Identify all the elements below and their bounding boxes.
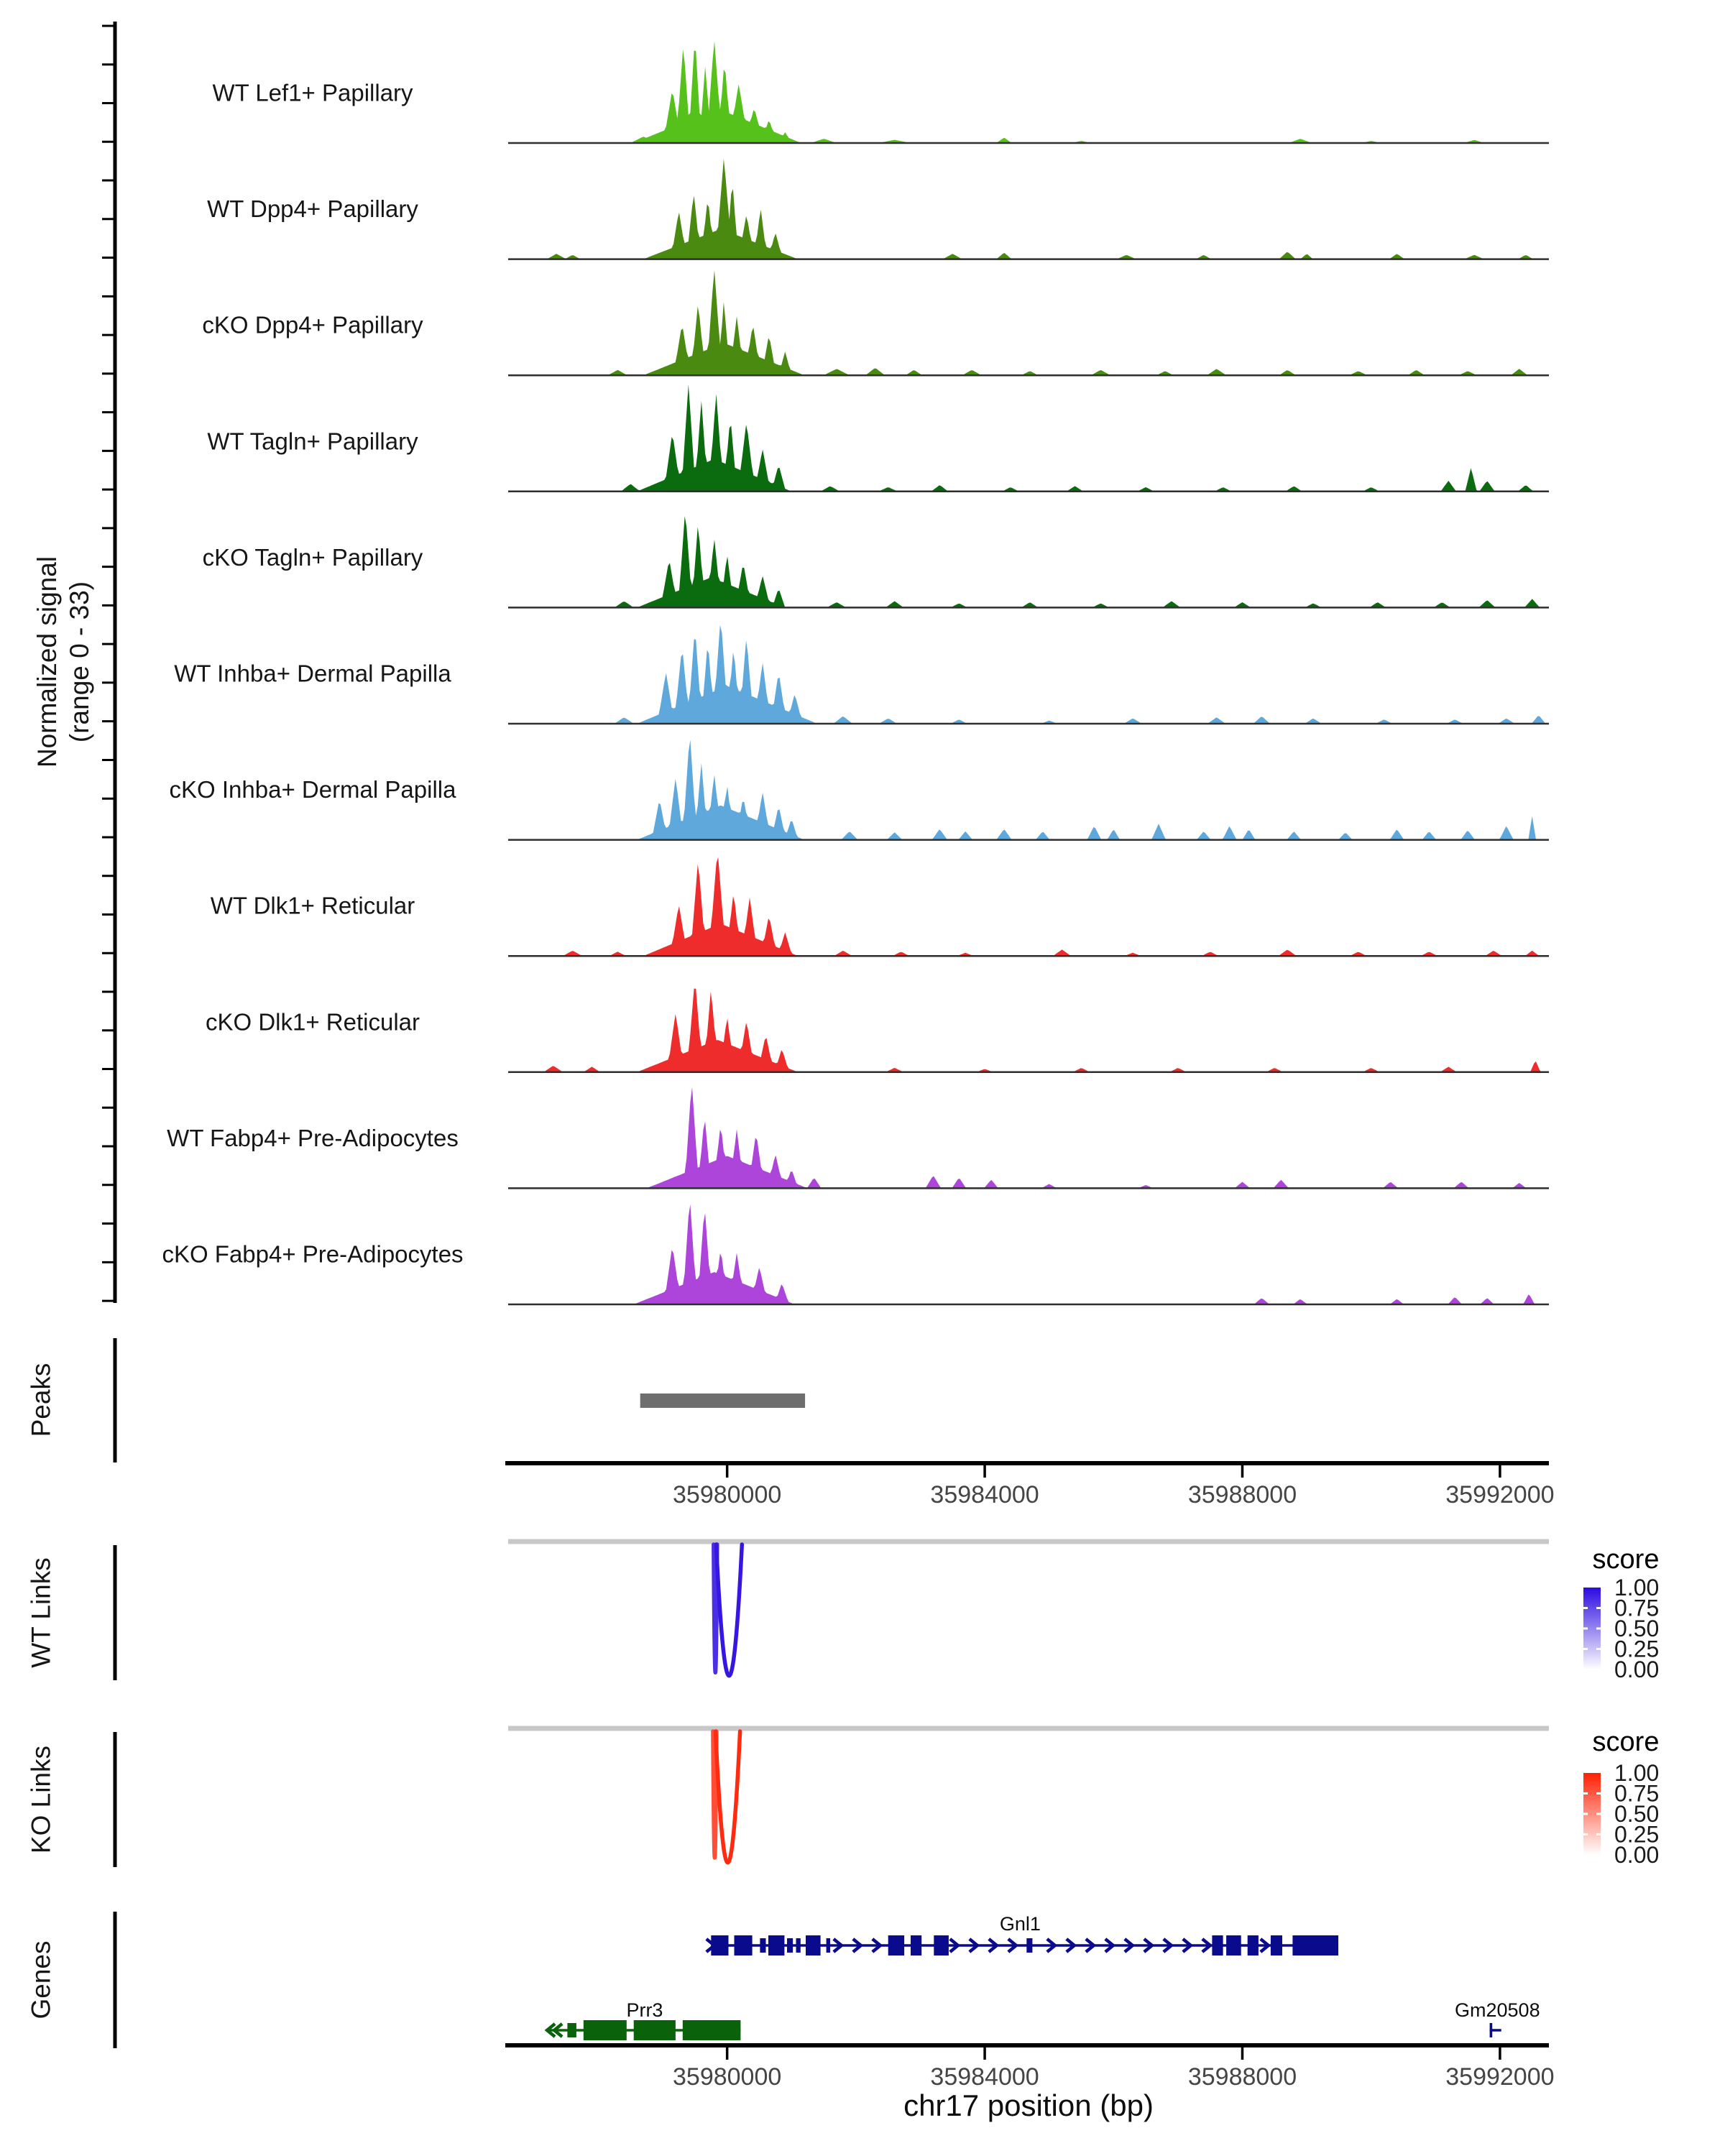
gene-exon — [934, 1935, 949, 1955]
x-axis-top-tick-label: 35988000 — [1187, 1481, 1297, 1508]
gene-exon — [911, 1935, 921, 1955]
gene-exon — [1271, 1935, 1282, 1955]
gene-exon — [1490, 2023, 1493, 2037]
gene-label: Gm20508 — [1455, 1999, 1540, 2021]
gene-exon — [711, 1935, 728, 1955]
track-label: WT Inhba+ Dermal Papilla — [174, 660, 451, 687]
section-label-wt-links: WT Links — [26, 1557, 56, 1668]
track-label: cKO Inhba+ Dermal Papilla — [169, 776, 456, 803]
legend-title: score — [1592, 1544, 1660, 1575]
legend-tick-label: 0.00 — [1614, 1842, 1660, 1868]
x-axis-top-tick-label: 35980000 — [673, 1481, 782, 1508]
gene-exon — [567, 2023, 576, 2037]
legend-tick-label: 0.25 — [1614, 1821, 1660, 1848]
x-axis-title: chr17 position (bp) — [903, 2088, 1154, 2122]
legend-tick-label: 0.75 — [1614, 1780, 1660, 1807]
track-label: WT Dlk1+ Reticular — [210, 892, 415, 919]
gene-label: Gnl1 — [999, 1913, 1041, 1935]
gene-exon — [735, 1935, 753, 1955]
link-arc — [716, 1731, 740, 1863]
section-label-peaks: Peaks — [26, 1363, 56, 1437]
y-axis-label-line1: Normalized signal — [32, 556, 62, 768]
gene-exon — [1248, 1935, 1259, 1955]
coverage-area — [508, 159, 1549, 259]
coverage-area — [508, 384, 1549, 492]
legend-tick-label: 0.00 — [1614, 1657, 1660, 1682]
gene-exon — [760, 1938, 765, 1953]
gene-exon — [806, 1935, 821, 1955]
coverage-area — [508, 270, 1549, 375]
peak-interval-bar — [640, 1393, 805, 1408]
link-arc — [716, 1544, 742, 1676]
track-label: cKO Fabp4+ Pre-Adipocytes — [162, 1240, 464, 1268]
legend-tick-label: 0.75 — [1614, 1595, 1660, 1621]
coverage-area — [508, 1204, 1549, 1304]
track-label: WT Dpp4+ Papillary — [207, 195, 418, 223]
gene-exon — [796, 1938, 801, 1953]
x-axis-bottom-tick-label: 35980000 — [673, 2063, 782, 2091]
legend-title: score — [1592, 1727, 1660, 1757]
gene-exon — [1026, 1938, 1032, 1953]
x-axis-top-tick-label: 35984000 — [930, 1481, 1039, 1508]
coverage-area — [508, 740, 1549, 840]
legend-tick-label: 1.00 — [1614, 1760, 1660, 1786]
gene-exon — [1226, 1935, 1241, 1955]
coverage-area — [508, 41, 1549, 143]
gene-exon — [768, 1935, 784, 1955]
track-label: WT Fabp4+ Pre-Adipocytes — [167, 1124, 459, 1151]
gene-exon — [787, 1938, 793, 1953]
coverage-area — [508, 625, 1549, 724]
gene-exon — [827, 1938, 830, 1953]
coverage-area — [508, 857, 1549, 957]
x-axis-bottom-tick-label: 35984000 — [930, 2063, 1039, 2091]
gene-label: Prr3 — [626, 1999, 663, 2021]
coverage-area — [508, 989, 1549, 1072]
legend-tick-label: 0.25 — [1614, 1636, 1660, 1662]
track-label: cKO Dpp4+ Papillary — [202, 311, 423, 338]
gene-exon — [1292, 1935, 1338, 1955]
x-axis-bottom-tick-label: 35988000 — [1187, 2063, 1297, 2091]
x-axis-bottom-tick-label: 35992000 — [1445, 2063, 1555, 2091]
section-label-ko-links: KO Links — [26, 1745, 56, 1854]
track-label: WT Lef1+ Papillary — [212, 79, 413, 106]
gene-exon — [1212, 1935, 1223, 1955]
gene-exon — [634, 2020, 676, 2040]
gene-exon — [888, 1935, 904, 1955]
track-label: WT Tagln+ Papillary — [207, 428, 418, 455]
y-axis-label — [31, 556, 96, 768]
section-label-genes: Genes — [26, 1940, 56, 2019]
coverage-area — [508, 516, 1549, 607]
gene-exon — [683, 2020, 741, 2040]
track-label: cKO Tagln+ Papillary — [202, 543, 423, 571]
legend-tick-label: 0.50 — [1614, 1801, 1660, 1827]
gene-exon — [584, 2020, 627, 2040]
legend-tick-label: 1.00 — [1614, 1575, 1660, 1600]
legend-tick-label: 0.50 — [1614, 1616, 1660, 1641]
coverage-area — [508, 1087, 1549, 1189]
x-axis-top-tick-label: 35992000 — [1445, 1481, 1555, 1508]
track-label: cKO Dlk1+ Reticular — [205, 1008, 420, 1036]
y-axis-label-line2: (range 0 - 33) — [65, 581, 94, 743]
